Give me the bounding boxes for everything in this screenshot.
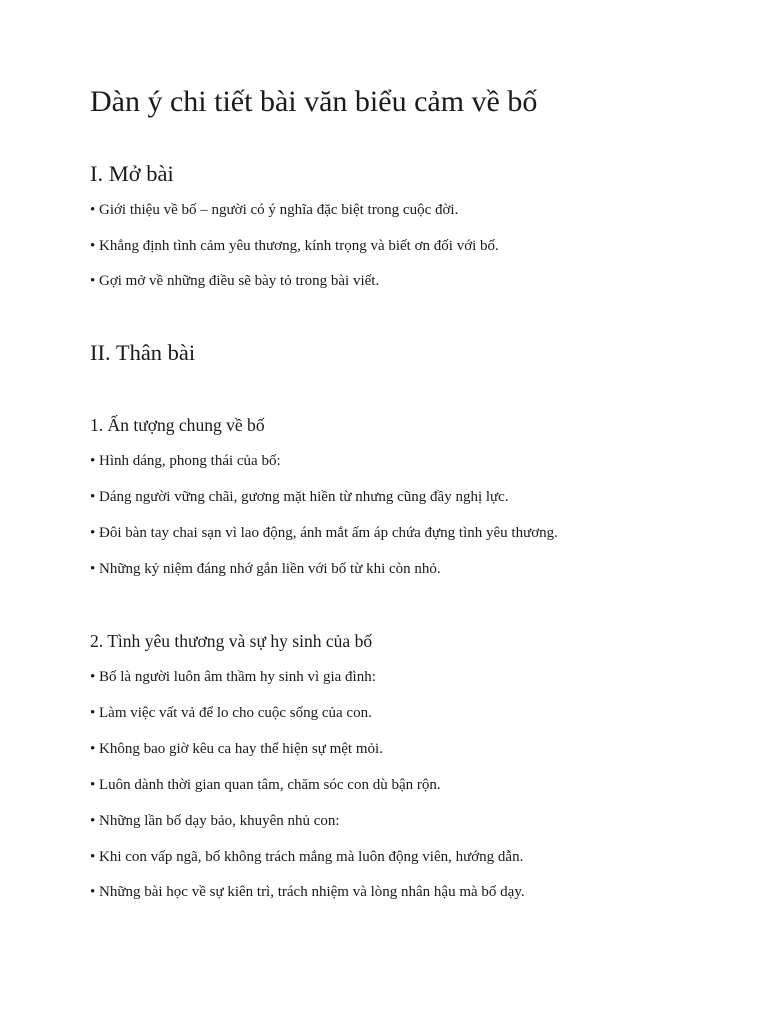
list-item: • Luôn dành thời gian quan tâm, chăm sóc con dù bận rộn. bbox=[90, 777, 441, 793]
document-title: Dàn ý chi tiết bài văn biểu cảm về bố bbox=[90, 85, 538, 118]
list-item: • Dáng người vững chãi, gương mặt hiền từ nhưng cũng đầy nghị lực. bbox=[90, 489, 509, 505]
subsection-heading-2: 2. Tình yêu thương và sự hy sinh của bố bbox=[90, 631, 373, 651]
list-item: • Đôi bàn tay chai sạn vì lao động, ánh mắt ấm áp chứa đựng tình yêu thương. bbox=[90, 525, 558, 541]
list-item: • Khi con vấp ngã, bố không trách mắng mà luôn động viên, hướng dẫn. bbox=[90, 849, 524, 865]
list-item: • Những lần bố dạy bảo, khuyên nhủ con: bbox=[90, 813, 340, 829]
list-item: • Khẳng định tình cảm yêu thương, kính trọng và biết ơn đối với bố. bbox=[90, 238, 499, 254]
list-item: • Hình dáng, phong thái của bố: bbox=[90, 453, 281, 469]
section-heading-body: II. Thân bài bbox=[90, 340, 196, 365]
list-item: • Gợi mở về những điều sẽ bày tỏ trong bài viết. bbox=[90, 273, 380, 289]
list-item: • Những kỷ niệm đáng nhớ gắn liền với bố từ khi còn nhỏ. bbox=[90, 561, 441, 577]
list-item: • Không bao giờ kêu ca hay thể hiện sự mệt mỏi. bbox=[90, 741, 383, 757]
section-heading-intro: I. Mở bài bbox=[90, 161, 174, 186]
list-item: • Giới thiệu về bố – người có ý nghĩa đặc biệt trong cuộc đời. bbox=[90, 202, 459, 218]
subsection-heading-1: 1. Ấn tượng chung về bố bbox=[90, 415, 265, 435]
list-item: • Những bài học về sự kiên trì, trách nhiệm và lòng nhân hậu mà bố dạy. bbox=[90, 884, 525, 900]
list-item: • Làm việc vất vả để lo cho cuộc sống của con. bbox=[90, 705, 372, 721]
list-item: • Bố là người luôn âm thầm hy sinh vì gia đình: bbox=[90, 669, 376, 685]
